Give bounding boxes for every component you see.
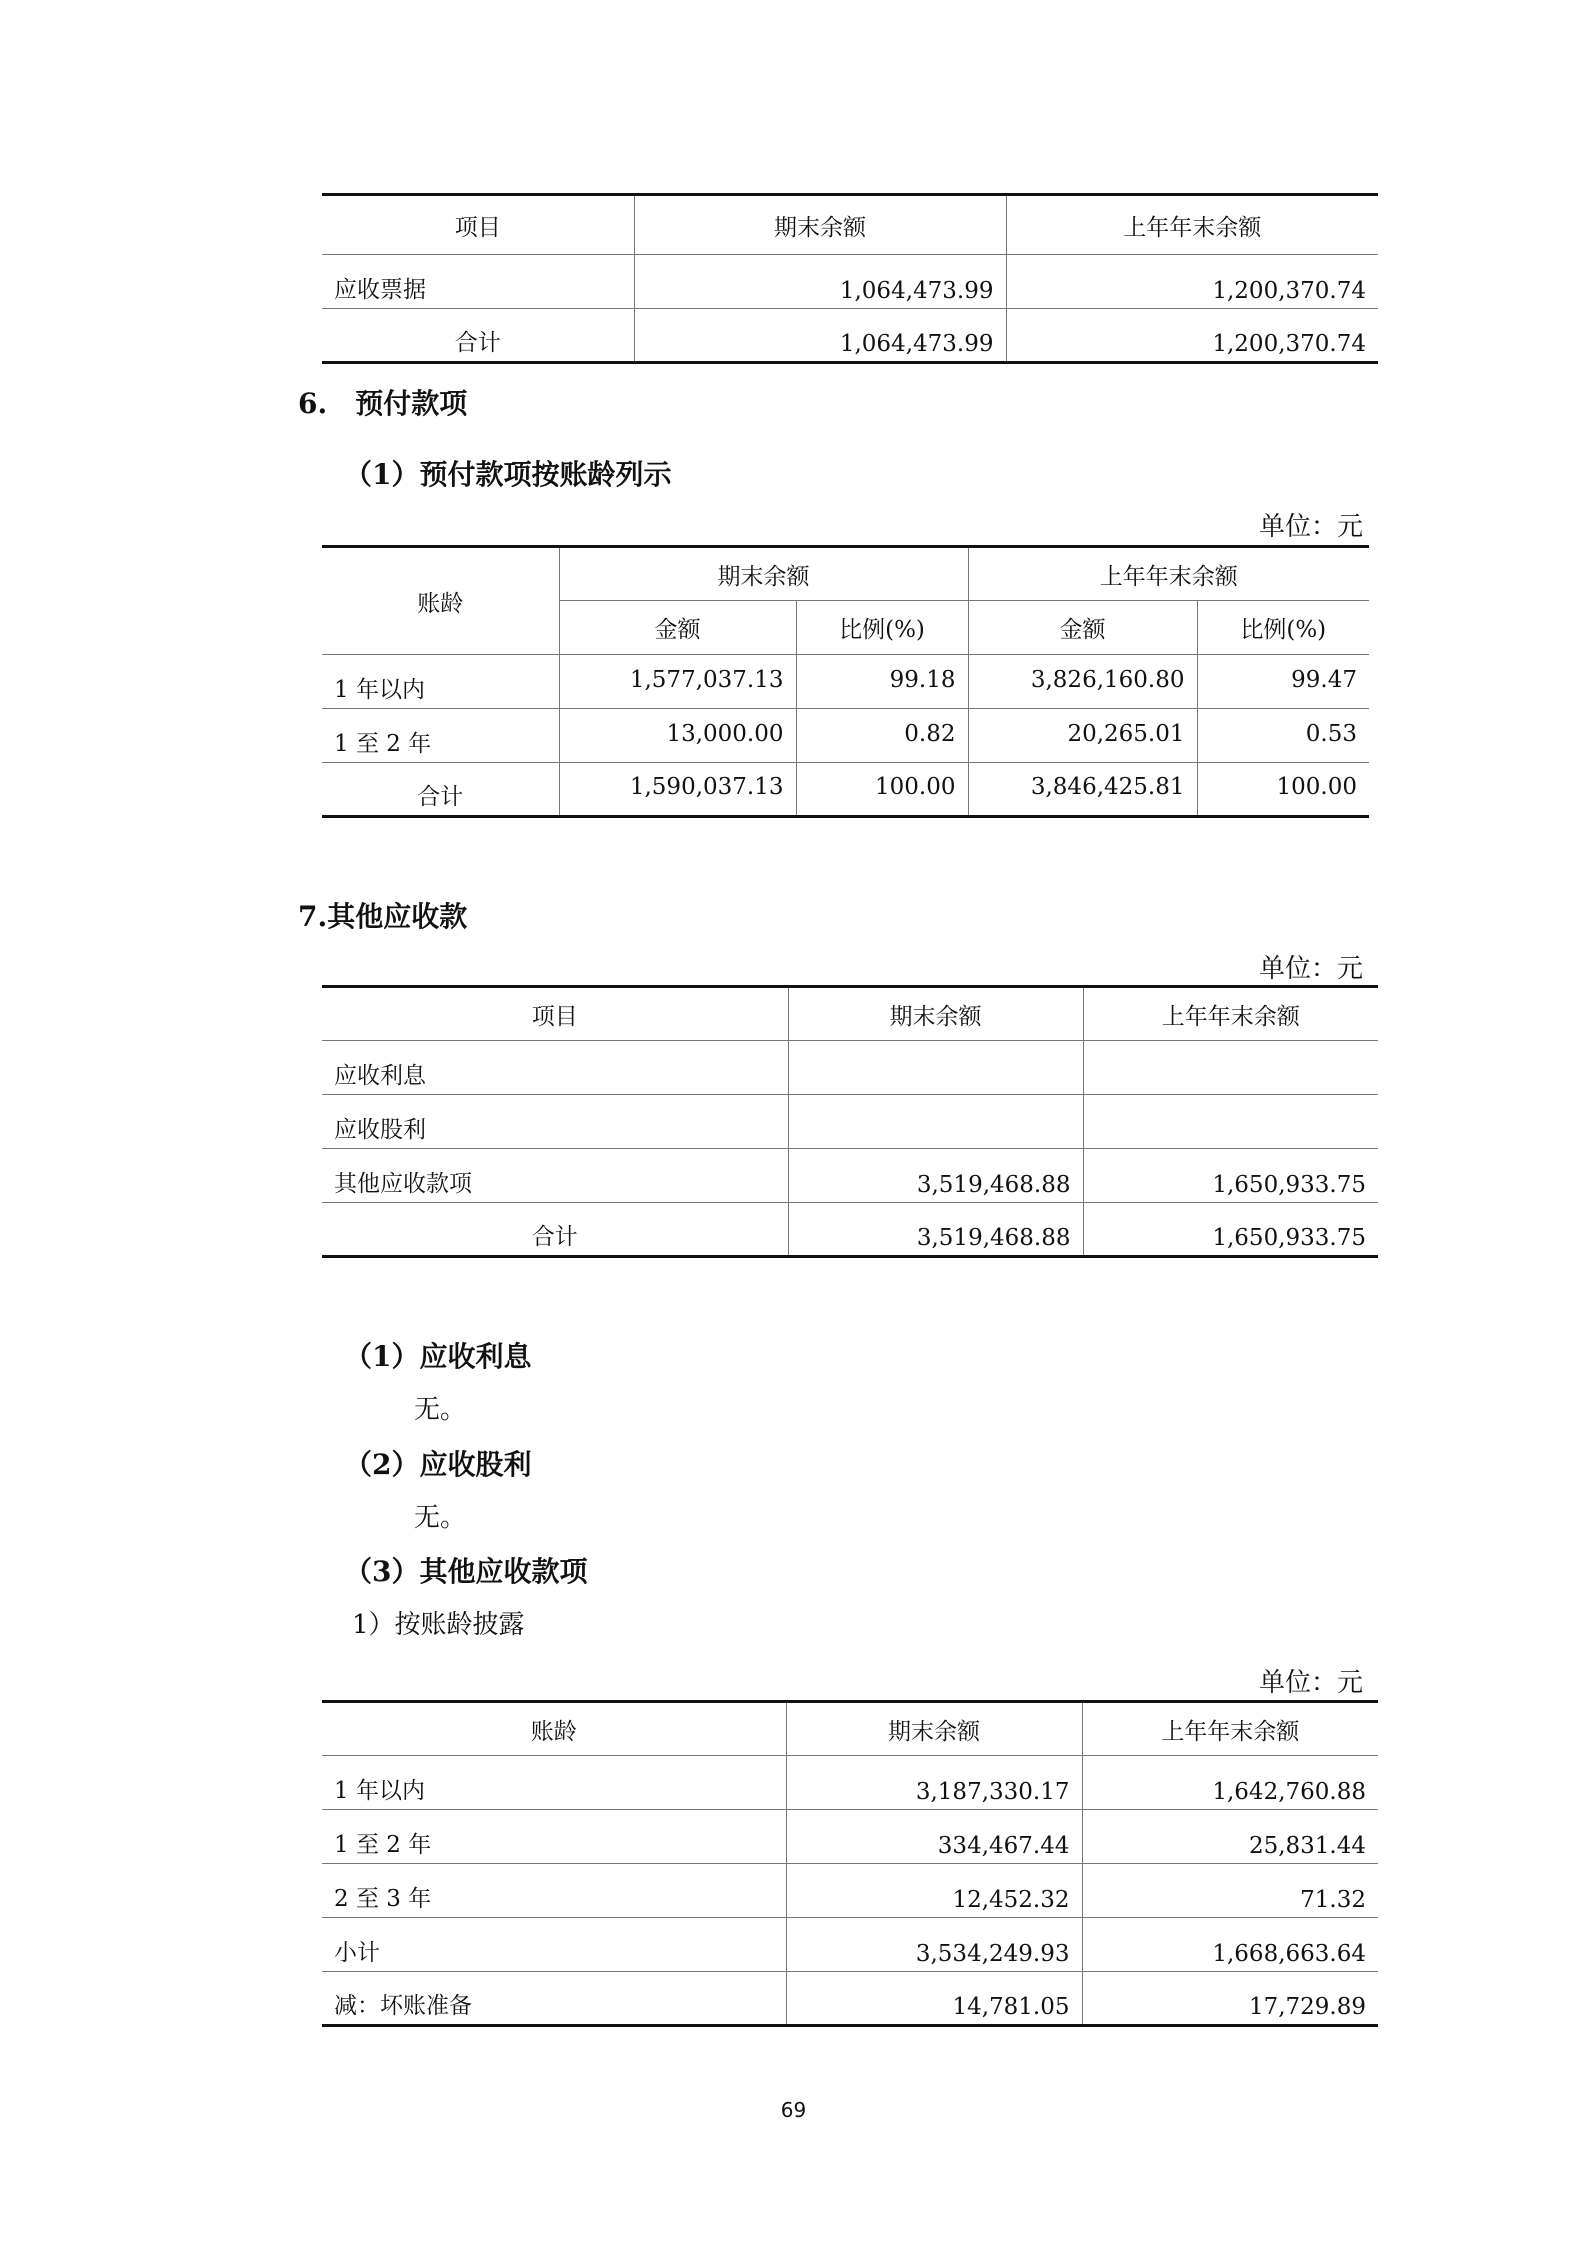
row-end-amount: 13,000.00 <box>559 709 796 763</box>
other-receivables-table <box>322 985 1378 1258</box>
total-end-balance: 3,519,468.88 <box>788 1203 1083 1257</box>
subtotal-prev-balance: 1,668,663.64 <box>1082 1918 1378 1972</box>
subsection-3-subtitle: 1）按账龄披露 <box>352 1610 525 1640</box>
total-prev-amount: 3,846,425.81 <box>968 763 1197 817</box>
section-7-title: 7.其他应收款 <box>298 900 468 933</box>
header-prev-balance: 上年年末余额 <box>968 547 1369 601</box>
total-end-balance: 1,064,473.99 <box>634 309 1006 363</box>
header-end-balance: 期末余额 <box>788 987 1083 1041</box>
row-label: 应收股利 <box>322 1095 788 1149</box>
header-end-balance: 期末余额 <box>634 195 1006 255</box>
table-row <box>322 1864 1378 1918</box>
row-label: 1 年以内 <box>322 655 559 709</box>
total-label: 合计 <box>322 309 634 363</box>
row-prev-balance: 71.32 <box>1082 1864 1378 1918</box>
table-subtotal-row <box>322 1918 1378 1972</box>
page-number: 69 <box>780 2098 807 2122</box>
header-item: 项目 <box>322 195 634 255</box>
subheader-amount: 金额 <box>968 601 1197 655</box>
row-prev-ratio: 0.53 <box>1197 709 1369 763</box>
header-aging: 账龄 <box>322 1702 786 1756</box>
aging-disclosure-table <box>322 1700 1378 2027</box>
header-prev-balance: 上年年末余额 <box>1083 987 1378 1041</box>
row-end-balance <box>788 1041 1083 1095</box>
row-prev-balance: 17,729.89 <box>1082 1972 1378 2026</box>
table-row <box>322 1041 1378 1095</box>
row-end-balance: 14,781.05 <box>786 1972 1082 2026</box>
table-total-row <box>322 309 1378 363</box>
row-prev-balance: 25,831.44 <box>1082 1810 1378 1864</box>
notes-receivable-table <box>322 193 1378 364</box>
header-aging: 账龄 <box>322 547 559 655</box>
total-prev-balance: 1,650,933.75 <box>1083 1203 1378 1257</box>
subsection-3-title: （3）其他应收款项 <box>344 1555 588 1588</box>
row-end-balance: 334,467.44 <box>786 1810 1082 1864</box>
subheader-ratio: 比例(%) <box>1197 601 1369 655</box>
header-item: 项目 <box>322 987 788 1041</box>
row-end-balance <box>788 1095 1083 1149</box>
row-label: 1 至 2 年 <box>322 709 559 763</box>
row-label: 2 至 3 年 <box>322 1864 786 1918</box>
subheader-amount: 金额 <box>559 601 796 655</box>
row-prev-balance <box>1083 1095 1378 1149</box>
header-prev-balance: 上年年末余额 <box>1082 1702 1378 1756</box>
row-end-balance: 3,519,468.88 <box>788 1149 1083 1203</box>
subtotal-end-balance: 3,534,249.93 <box>786 1918 1082 1972</box>
section-6-subtitle: （1）预付款项按账龄列示 <box>344 458 672 491</box>
total-label: 合计 <box>322 1203 788 1257</box>
row-end-balance: 1,064,473.99 <box>634 255 1006 309</box>
subheader-ratio: 比例(%) <box>796 601 968 655</box>
header-prev-balance: 上年年末余额 <box>1006 195 1378 255</box>
row-prev-balance: 1,200,370.74 <box>1006 255 1378 309</box>
row-prev-amount: 20,265.01 <box>968 709 1197 763</box>
total-label: 合计 <box>322 763 559 817</box>
row-label: 其他应收款项 <box>322 1149 788 1203</box>
row-prev-amount: 3,826,160.80 <box>968 655 1197 709</box>
section-6-title: 6. 预付款项 <box>298 387 468 420</box>
subsection-2-title: （2）应收股利 <box>344 1448 532 1481</box>
unit-label: 单位：元 <box>1258 1668 1363 1698</box>
table-header-row <box>322 987 1378 1041</box>
unit-label: 单位：元 <box>1258 954 1363 984</box>
row-label: 1 至 2 年 <box>322 1810 786 1864</box>
unit-label: 单位：元 <box>1258 512 1363 542</box>
row-prev-ratio: 99.47 <box>1197 655 1369 709</box>
row-label: 应收利息 <box>322 1041 788 1095</box>
row-label: 减：坏账准备 <box>322 1972 786 2026</box>
subsection-2-text: 无。 <box>414 1503 467 1533</box>
row-prev-balance: 1,642,760.88 <box>1082 1756 1378 1810</box>
table-row <box>322 1810 1378 1864</box>
total-prev-balance: 1,200,370.74 <box>1006 309 1378 363</box>
row-end-balance: 3,187,330.17 <box>786 1756 1082 1810</box>
row-prev-balance: 1,650,933.75 <box>1083 1149 1378 1203</box>
table-row <box>322 655 1369 709</box>
row-end-amount: 1,577,037.13 <box>559 655 796 709</box>
table-row <box>322 1972 1378 2026</box>
row-end-ratio: 99.18 <box>796 655 968 709</box>
table-header-row <box>322 195 1378 255</box>
table-total-row <box>322 763 1369 817</box>
subtotal-label: 小计 <box>322 1918 786 1972</box>
total-prev-ratio: 100.00 <box>1197 763 1369 817</box>
row-end-ratio: 0.82 <box>796 709 968 763</box>
subsection-1-title: （1）应收利息 <box>344 1340 532 1373</box>
row-label: 1 年以内 <box>322 1756 786 1810</box>
table-total-row <box>322 1203 1378 1257</box>
table-row <box>322 1756 1378 1810</box>
prepayments-table <box>322 545 1369 818</box>
table-header-row <box>322 1702 1378 1756</box>
table-row <box>322 1149 1378 1203</box>
header-end-balance: 期末余额 <box>786 1702 1082 1756</box>
row-prev-balance <box>1083 1041 1378 1095</box>
table-row <box>322 1095 1378 1149</box>
total-end-amount: 1,590,037.13 <box>559 763 796 817</box>
table-row <box>322 255 1378 309</box>
table-header-row <box>322 547 1369 601</box>
total-end-ratio: 100.00 <box>796 763 968 817</box>
subsection-1-text: 无。 <box>414 1395 467 1425</box>
row-end-balance: 12,452.32 <box>786 1864 1082 1918</box>
header-end-balance: 期末余额 <box>559 547 968 601</box>
table-row <box>322 709 1369 763</box>
row-label: 应收票据 <box>322 255 634 309</box>
